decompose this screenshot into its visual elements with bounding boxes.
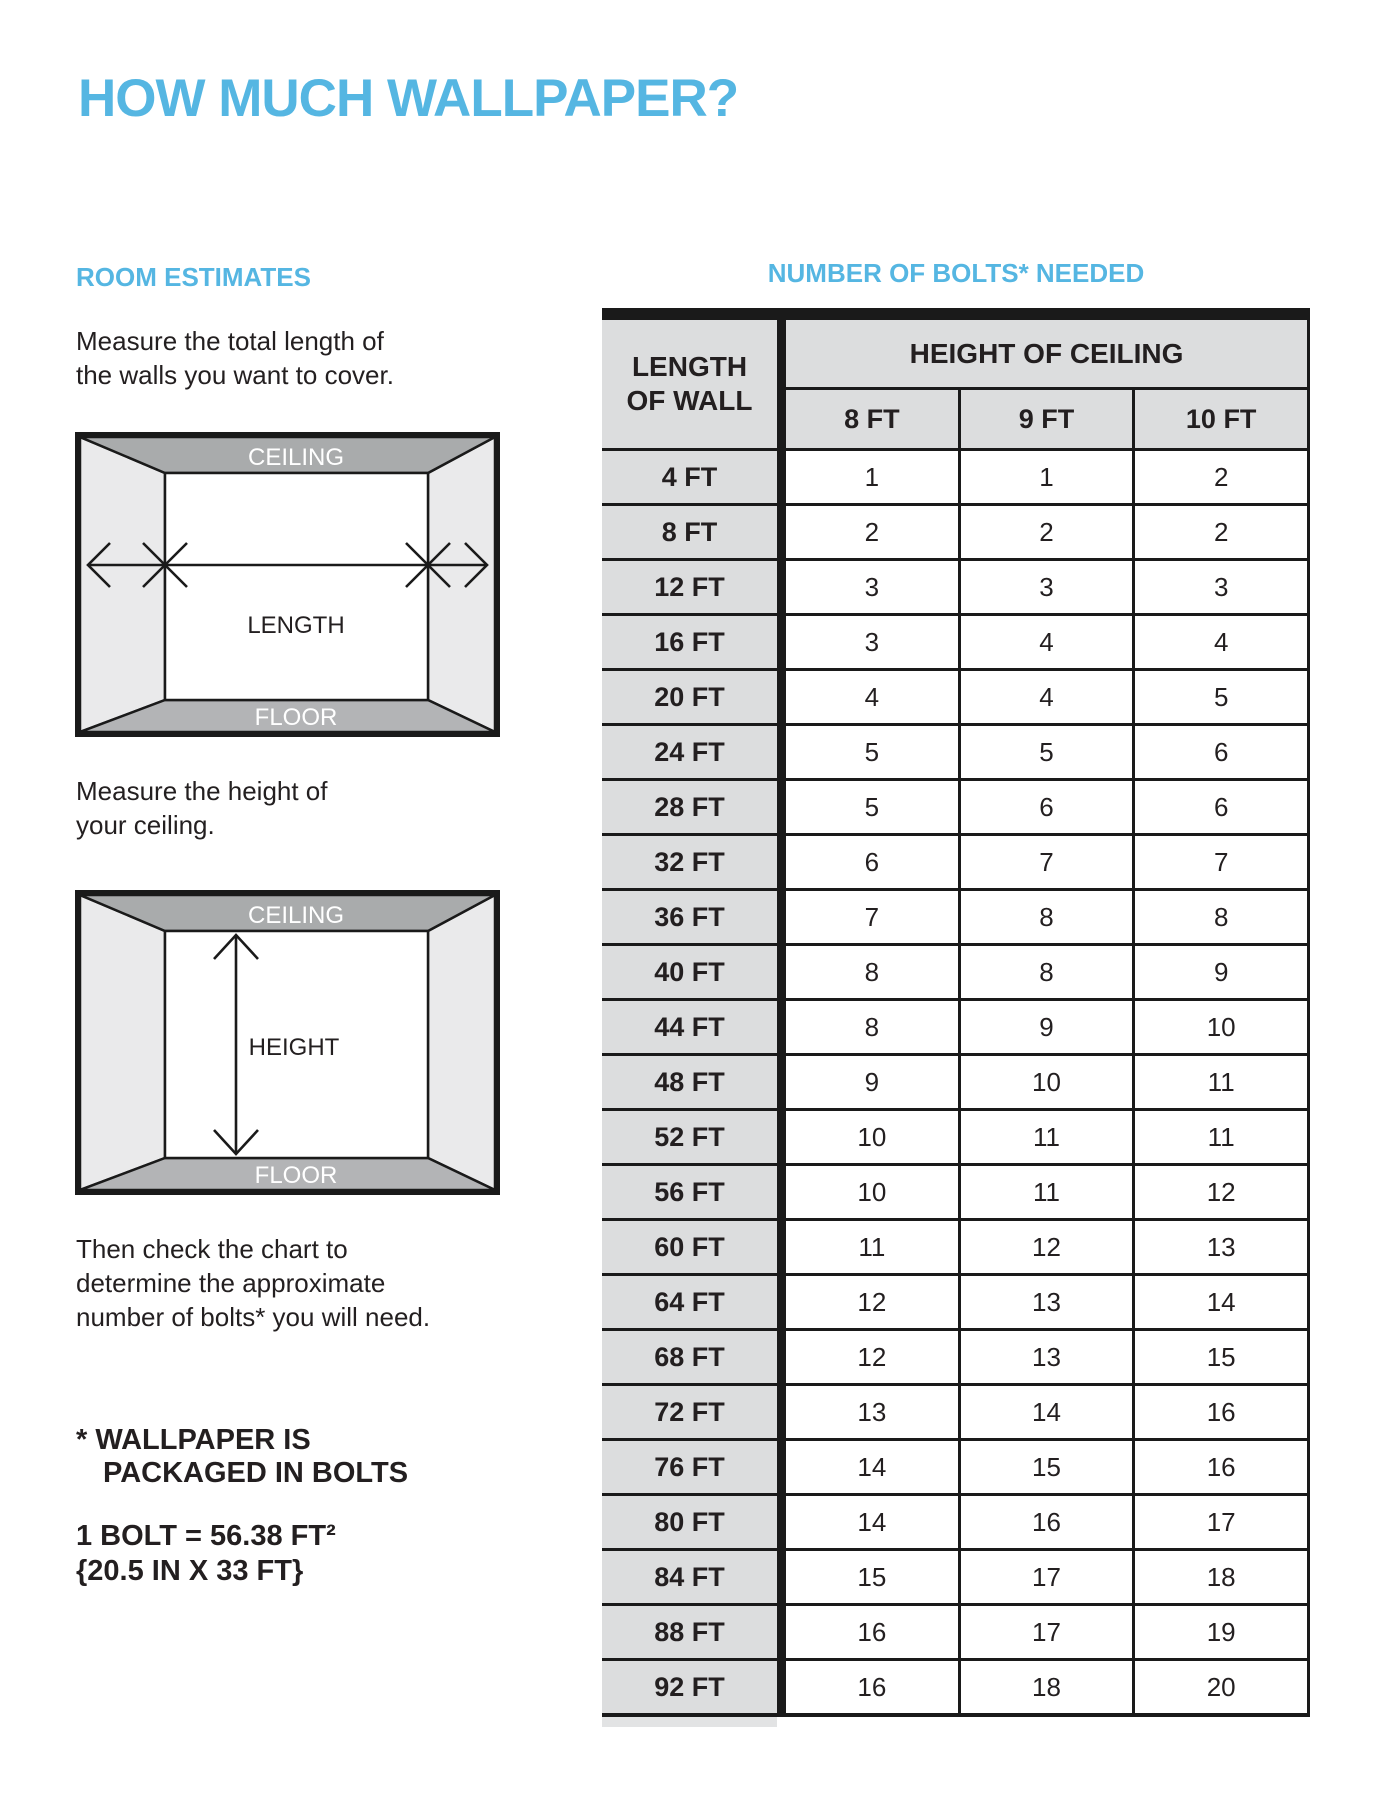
bolt-count-cell: 3 bbox=[786, 561, 958, 613]
col-header-9ft: 9 FT bbox=[958, 390, 1136, 448]
height-of-ceiling-header: HEIGHT OF CEILING bbox=[786, 320, 1307, 390]
row-label: 20 FT bbox=[602, 668, 777, 723]
paragraph-line: number of bolts* you will need. bbox=[76, 1302, 431, 1332]
row-values bbox=[777, 1163, 1310, 1218]
bolt-count-cell: 3 bbox=[786, 616, 958, 668]
row-values bbox=[777, 943, 1310, 998]
row-values bbox=[777, 1658, 1310, 1713]
table-top-border bbox=[602, 308, 1310, 320]
row-values bbox=[777, 1108, 1310, 1163]
row-label: 84 FT bbox=[602, 1548, 777, 1603]
bolt-count-cell: 13 bbox=[958, 1331, 1136, 1383]
row-label: 28 FT bbox=[602, 778, 777, 833]
table-row bbox=[602, 1328, 1310, 1383]
bolt-count-cell: 6 bbox=[786, 836, 958, 888]
wallpaper-bolts-footnote bbox=[76, 1424, 408, 1490]
bolt-count-cell: 2 bbox=[958, 506, 1136, 558]
row-values bbox=[777, 998, 1310, 1053]
row-label: 56 FT bbox=[602, 1163, 777, 1218]
left-wall bbox=[80, 895, 165, 1190]
table-row bbox=[602, 943, 1310, 998]
row-values bbox=[777, 503, 1310, 558]
row-label: 60 FT bbox=[602, 1218, 777, 1273]
bolt-count-cell: 20 bbox=[1135, 1661, 1307, 1713]
ceiling-label: CEILING bbox=[247, 902, 345, 929]
row-values bbox=[777, 613, 1310, 668]
paragraph-line: Measure the height of bbox=[76, 776, 328, 806]
bolt-count-cell: 10 bbox=[958, 1056, 1136, 1108]
bolt-count-cell: 9 bbox=[786, 1056, 958, 1108]
bolt-count-cell: 16 bbox=[786, 1606, 958, 1658]
right-wall bbox=[428, 895, 495, 1190]
table-row bbox=[602, 723, 1310, 778]
bolt-count-cell: 16 bbox=[1135, 1441, 1307, 1493]
row-values bbox=[777, 1273, 1310, 1328]
row-label: 24 FT bbox=[602, 723, 777, 778]
row-label: 4 FT bbox=[602, 448, 777, 503]
table-row bbox=[602, 1218, 1310, 1273]
bolt-count-cell: 7 bbox=[958, 836, 1136, 888]
room-estimates-heading: ROOM ESTIMATES bbox=[76, 262, 311, 292]
table-row bbox=[602, 1108, 1310, 1163]
bolt-count-cell: 14 bbox=[1135, 1276, 1307, 1328]
bolt-count-cell: 14 bbox=[786, 1441, 958, 1493]
bolt-count-cell: 14 bbox=[786, 1496, 958, 1548]
row-label: 16 FT bbox=[602, 613, 777, 668]
row-label: 8 FT bbox=[602, 503, 777, 558]
height-of-ceiling-group bbox=[777, 320, 1310, 448]
row-label: 36 FT bbox=[602, 888, 777, 943]
col-header-8ft: 8 FT bbox=[844, 403, 900, 434]
row-label: 92 FT bbox=[602, 1658, 777, 1713]
row-values bbox=[777, 558, 1310, 613]
bolt-count-cell: 5 bbox=[786, 726, 958, 778]
footnote-line: * WALLPAPER IS bbox=[76, 1424, 311, 1456]
bolt-count-cell: 12 bbox=[786, 1276, 958, 1328]
bolt-count-cell: 8 bbox=[958, 891, 1136, 943]
bolt-count-cell: 15 bbox=[786, 1551, 958, 1603]
row-label: 76 FT bbox=[602, 1438, 777, 1493]
bolt-count-cell: 13 bbox=[786, 1386, 958, 1438]
table-row bbox=[602, 558, 1310, 613]
bolt-count-cell: 6 bbox=[1135, 781, 1307, 833]
table-row bbox=[602, 1438, 1310, 1493]
row-values bbox=[777, 1218, 1310, 1273]
row-values bbox=[777, 448, 1310, 503]
bolt-count-cell: 8 bbox=[786, 946, 958, 998]
table-row bbox=[602, 503, 1310, 558]
bolt-count-cell: 11 bbox=[786, 1221, 958, 1273]
bolt-count-cell: 9 bbox=[1135, 946, 1307, 998]
page-title: HOW MUCH WALLPAPER? bbox=[78, 69, 739, 128]
row-values bbox=[777, 833, 1310, 888]
row-label: 44 FT bbox=[602, 998, 777, 1053]
bolt-count-cell: 13 bbox=[958, 1276, 1136, 1328]
bolt-count-cell: 2 bbox=[1135, 451, 1307, 503]
row-values bbox=[777, 1438, 1310, 1493]
bolts-table bbox=[602, 308, 1310, 1717]
table-row bbox=[602, 448, 1310, 503]
bolt-count-cell: 1 bbox=[786, 451, 958, 503]
room-length-diagram bbox=[75, 432, 500, 737]
bolt-count-cell: 18 bbox=[1135, 1551, 1307, 1603]
table-row bbox=[602, 1493, 1310, 1548]
bolt-count-cell: 17 bbox=[1135, 1496, 1307, 1548]
bolt-count-cell: 11 bbox=[958, 1166, 1136, 1218]
col-header-10ft: 10 FT bbox=[1185, 403, 1257, 434]
bolt-count-cell: 19 bbox=[1135, 1606, 1307, 1658]
table-row bbox=[602, 1273, 1310, 1328]
row-label: 40 FT bbox=[602, 943, 777, 998]
table-header bbox=[602, 320, 1310, 448]
header-line: OF WALL bbox=[626, 385, 753, 416]
bolt-size-line: 1 BOLT = 56.38 FT² bbox=[76, 1520, 336, 1552]
table-row bbox=[602, 888, 1310, 943]
paragraph-line: Measure the total length of bbox=[76, 326, 384, 356]
bolt-count-cell: 4 bbox=[786, 671, 958, 723]
row-label: 64 FT bbox=[602, 1273, 777, 1328]
bolt-count-cell: 12 bbox=[1135, 1166, 1307, 1218]
row-label: 52 FT bbox=[602, 1108, 777, 1163]
row-values bbox=[777, 1603, 1310, 1658]
bolt-count-cell: 10 bbox=[786, 1111, 958, 1163]
bolt-size-line: {20.5 IN X 33 FT} bbox=[76, 1555, 304, 1587]
bolt-count-cell: 8 bbox=[958, 946, 1136, 998]
table-row bbox=[602, 1053, 1310, 1108]
bolt-count-cell: 2 bbox=[1135, 506, 1307, 558]
bolt-count-cell: 6 bbox=[1135, 726, 1307, 778]
bolt-count-cell: 5 bbox=[958, 726, 1136, 778]
bolt-count-cell: 4 bbox=[958, 671, 1136, 723]
bolt-count-cell: 16 bbox=[958, 1496, 1136, 1548]
bolt-count-cell: 17 bbox=[958, 1551, 1136, 1603]
bolt-count-cell: 1 bbox=[958, 451, 1136, 503]
left-wall bbox=[80, 437, 165, 732]
table-row bbox=[602, 613, 1310, 668]
row-label: 88 FT bbox=[602, 1603, 777, 1658]
bolt-count-cell: 2 bbox=[786, 506, 958, 558]
floor-label: FLOOR bbox=[254, 1162, 338, 1189]
table-row bbox=[602, 998, 1310, 1053]
row-values bbox=[777, 1548, 1310, 1603]
row-label: 48 FT bbox=[602, 1053, 777, 1108]
row-values bbox=[777, 1383, 1310, 1438]
bolt-size-info bbox=[76, 1519, 336, 1589]
bolt-count-cell: 5 bbox=[1135, 671, 1307, 723]
floor-label: FLOOR bbox=[254, 704, 338, 731]
row-label: 68 FT bbox=[602, 1328, 777, 1383]
row-values bbox=[777, 1328, 1310, 1383]
bolt-count-cell: 13 bbox=[1135, 1221, 1307, 1273]
bolt-count-cell: 17 bbox=[958, 1606, 1136, 1658]
row-label: 72 FT bbox=[602, 1383, 777, 1438]
row-values bbox=[777, 778, 1310, 833]
length-of-wall-header bbox=[602, 320, 777, 448]
bolt-count-cell: 8 bbox=[1135, 891, 1307, 943]
bolt-count-cell: 7 bbox=[1135, 836, 1307, 888]
measure-length-paragraph bbox=[76, 324, 394, 392]
bolt-count-cell: 12 bbox=[958, 1221, 1136, 1273]
bolt-count-cell: 6 bbox=[958, 781, 1136, 833]
bolt-count-cell: 9 bbox=[958, 1001, 1136, 1053]
paragraph-line: determine the approximate bbox=[76, 1268, 386, 1298]
header-line: LENGTH bbox=[631, 351, 748, 382]
bolt-count-cell: 3 bbox=[958, 561, 1136, 613]
bolt-count-cell: 11 bbox=[958, 1111, 1136, 1163]
bolt-count-cell: 11 bbox=[1135, 1056, 1307, 1108]
length-label: LENGTH bbox=[247, 612, 345, 639]
row-label: 12 FT bbox=[602, 558, 777, 613]
table-body bbox=[602, 448, 1310, 1713]
bolt-count-cell: 10 bbox=[786, 1166, 958, 1218]
room-height-diagram bbox=[75, 890, 500, 1195]
bolt-count-cell: 8 bbox=[786, 1001, 958, 1053]
table-row bbox=[602, 1163, 1310, 1218]
row-values bbox=[777, 668, 1310, 723]
footnote-line: PACKAGED IN BOLTS bbox=[103, 1457, 409, 1489]
back-wall bbox=[165, 473, 428, 700]
table-row bbox=[602, 1383, 1310, 1438]
table-row bbox=[602, 778, 1310, 833]
ceiling-height-columns bbox=[786, 390, 1307, 448]
row-label: 32 FT bbox=[602, 833, 777, 888]
bolt-count-cell: 12 bbox=[786, 1331, 958, 1383]
paragraph-line: your ceiling. bbox=[76, 810, 215, 840]
row-values bbox=[777, 1493, 1310, 1548]
bolt-count-cell: 11 bbox=[1135, 1111, 1307, 1163]
room-height-svg bbox=[80, 895, 495, 1190]
bolt-count-cell: 16 bbox=[786, 1661, 958, 1713]
row-label: 80 FT bbox=[602, 1493, 777, 1548]
bolt-count-cell: 3 bbox=[1135, 561, 1307, 613]
bolt-count-cell: 14 bbox=[958, 1386, 1136, 1438]
table-row bbox=[602, 668, 1310, 723]
bolt-count-cell: 18 bbox=[958, 1661, 1136, 1713]
bolt-count-cell: 15 bbox=[1135, 1331, 1307, 1383]
bolt-count-cell: 4 bbox=[958, 616, 1136, 668]
paragraph-line: the walls you want to cover. bbox=[76, 360, 394, 390]
bolt-count-cell: 7 bbox=[786, 891, 958, 943]
height-label: HEIGHT bbox=[248, 1034, 340, 1061]
check-chart-paragraph bbox=[76, 1232, 430, 1334]
ceiling-label: CEILING bbox=[247, 444, 345, 471]
row-values bbox=[777, 1053, 1310, 1108]
measure-height-paragraph bbox=[76, 774, 328, 842]
bolt-count-cell: 15 bbox=[958, 1441, 1136, 1493]
bolts-needed-heading: NUMBER OF BOLTS* NEEDED bbox=[767, 258, 1145, 288]
table-row bbox=[602, 1603, 1310, 1658]
table-footer-strip bbox=[602, 1717, 777, 1727]
right-wall bbox=[428, 437, 495, 732]
bolt-count-cell: 10 bbox=[1135, 1001, 1307, 1053]
bolt-count-cell: 16 bbox=[1135, 1386, 1307, 1438]
table-row bbox=[602, 1658, 1310, 1713]
room-length-svg bbox=[80, 437, 495, 732]
row-values bbox=[777, 888, 1310, 943]
table-row bbox=[602, 1548, 1310, 1603]
bolt-count-cell: 5 bbox=[786, 781, 958, 833]
bolt-count-cell: 4 bbox=[1135, 616, 1307, 668]
table-row bbox=[602, 833, 1310, 888]
paragraph-line: Then check the chart to bbox=[76, 1234, 348, 1264]
row-values bbox=[777, 723, 1310, 778]
